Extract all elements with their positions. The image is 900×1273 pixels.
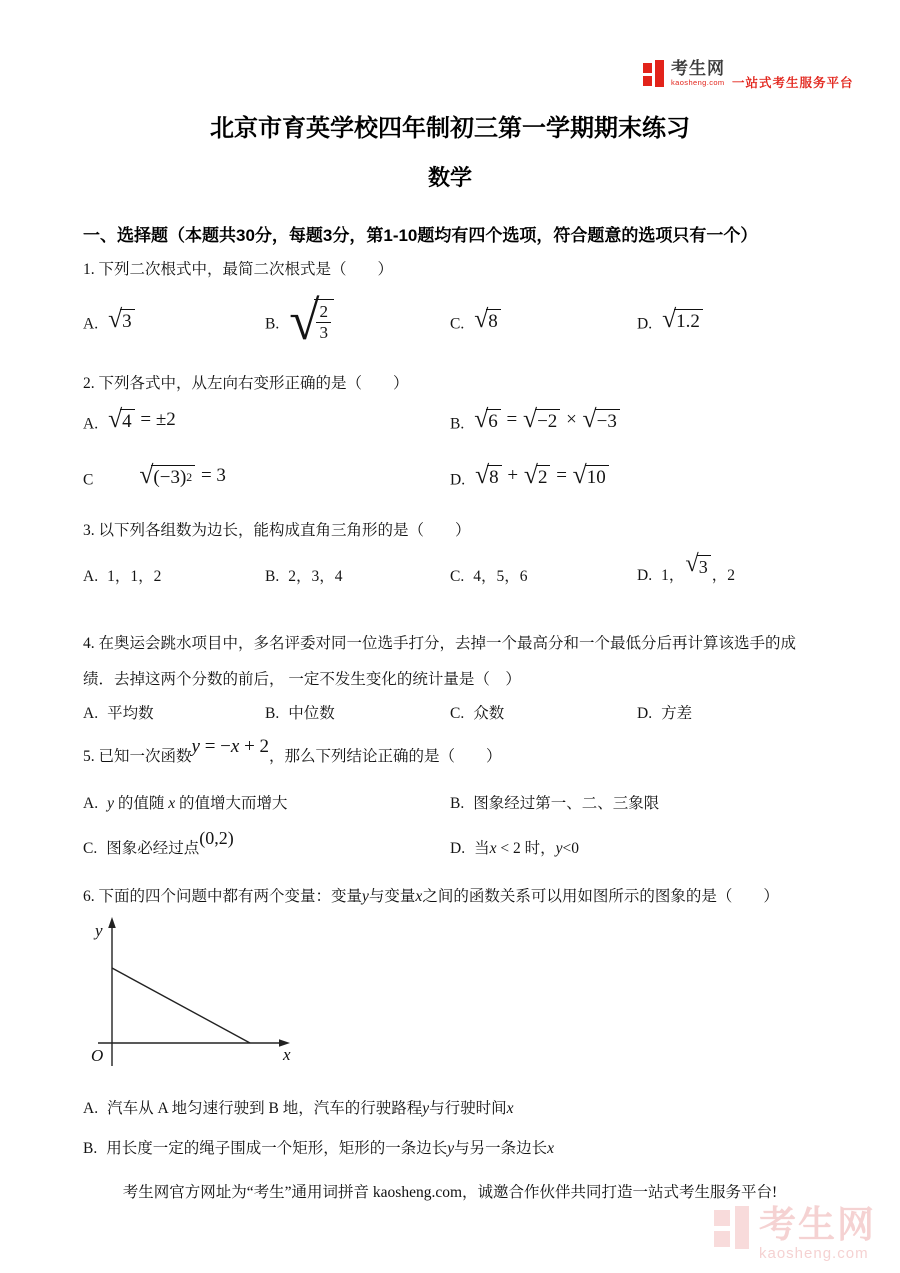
question-6-option-a: A. 汽车从 A 地匀速行驶到 B 地，汽车的行驶路程y与行驶时间x xyxy=(83,1100,514,1117)
watermark-domain: kaosheng.com xyxy=(759,1245,869,1262)
watermark-text xyxy=(759,1206,876,1261)
section-1-header: 一、选择题（本题共30分，每题3分，第1-10题均有四个选项，符合题意的选项只有一个） xyxy=(83,226,758,245)
question-4-stem xyxy=(83,626,853,698)
logo-block xyxy=(655,60,664,87)
exam-subject: 数学 xyxy=(427,165,472,190)
kaosheng-watermark-icon xyxy=(714,1206,754,1252)
question-3-options xyxy=(83,552,860,598)
origin-label: O xyxy=(91,1046,104,1065)
question-5-stem: 5. 已知一次函数y = −x + 2，那么下列结论正确的是（ ） xyxy=(83,736,502,765)
question-5-options-row-1 xyxy=(83,788,860,816)
question-2-options-row-1 xyxy=(83,402,860,446)
question-5-option-d: D. 当x < 2 时，y<0 xyxy=(450,840,579,857)
question-3-stem: 3. 以下列各组数为边长，能构成直角三角形的是（ ） xyxy=(83,522,471,539)
site-header-logo xyxy=(643,60,854,91)
logo-text xyxy=(671,60,725,87)
question-5-option-b: B. 图象经过第一、二、三象限 xyxy=(450,795,660,812)
page-footer-slogan: 考生网官方网址为“考生”通用词拼音 kaosheng.com，诚邀合作伙伴共同打造一站式考生服务平台! xyxy=(122,1184,778,1201)
question-4-option-d: D. 方差 xyxy=(637,705,693,722)
exam-title: 北京市育英学校四年制初三第一学期期末练习 xyxy=(210,115,690,142)
question-6-option-b: B. 用长度一定的绳子围成一个矩形，矩形的一条边长y与另一条边长x xyxy=(83,1140,555,1157)
question-2-option-b: B. √ 6 = √ −2 × √ −3 xyxy=(450,412,621,436)
question-1-option-d: D. √ 1.2 xyxy=(637,312,704,336)
question-4-option-a: A. 平均数 xyxy=(83,705,154,722)
graph-line-segment xyxy=(112,968,250,1043)
question-3-option-b: B. 2，3，4 xyxy=(265,568,343,585)
watermark-block xyxy=(714,1210,730,1226)
question-3-option-c: C. 4，5，6 xyxy=(450,568,528,585)
brand-domain: kaosheng.com xyxy=(671,78,725,87)
question-1-stem: 1. 下列二次根式中，最简二次根式是（ ） xyxy=(83,261,394,278)
question-1-option-a: A. √ 3 xyxy=(83,312,265,336)
kaosheng-logo-icon xyxy=(643,60,668,89)
question-5-option-a: A. y 的值随 x 的值增大而增大 xyxy=(83,795,288,812)
question-2-stem: 2. 下列各式中，从左向右变形正确的是（ ） xyxy=(83,375,409,392)
question-6-stem: 6. 下面的四个问题中都有两个变量：变量y与变量x之间的函数关系可以用如图所示的图象的是（ ） xyxy=(83,888,779,905)
question-4-stem-line-1: 4. 在奥运会跳水项目中，多名评委对同一位选手打分，去掉一个最高分和一个最低分后再计算该选手的成 xyxy=(83,635,797,652)
question-1-option-b: B. √ $\frac{2}{3}$ xyxy=(265,302,450,346)
question-2-option-d: D. √ 8 + √ 2 = √ 10 xyxy=(450,468,610,492)
question-2-option-c: C √ (−3) 2 = 3 xyxy=(83,460,226,489)
question-4-option-c: C. 众数 xyxy=(450,705,505,722)
question-4-stem-line-2: 绩．去掉这两个分数的前后， 一定不发生变化的统计量是（ ） xyxy=(83,671,521,688)
question-1-options xyxy=(83,289,860,354)
brand-tagline: 一站式考生服务平台 xyxy=(732,76,854,90)
question-6-function-graph xyxy=(84,916,314,1076)
question-4-option-b: B. 中位数 xyxy=(265,705,335,722)
question-3-option-a: A. 1，1，2 xyxy=(83,568,162,585)
question-4-options xyxy=(83,698,860,726)
question-5-options-row-2 xyxy=(83,824,860,870)
question-1-option-c: C. √ 8 xyxy=(450,312,637,336)
kaosheng-watermark xyxy=(714,1206,876,1261)
y-axis-label: y xyxy=(95,921,103,940)
question-5-option-c: C. 图象必经过点(0,2) xyxy=(83,828,234,857)
logo-block xyxy=(643,76,652,86)
y-axis-arrow xyxy=(108,917,116,928)
watermark-block xyxy=(735,1206,749,1249)
x-axis-label: x xyxy=(283,1045,291,1064)
brand-name: 考生网 xyxy=(671,59,725,78)
question-2-options-row-2 xyxy=(83,456,860,504)
watermark-block xyxy=(714,1231,730,1247)
question-2-option-a: A. √ 4 = ±2 xyxy=(83,404,176,433)
watermark-brand: 考生网 xyxy=(759,1204,876,1245)
question-3-option-d: D. 1， √ 3 ，2 xyxy=(637,550,735,584)
logo-block xyxy=(643,63,652,73)
